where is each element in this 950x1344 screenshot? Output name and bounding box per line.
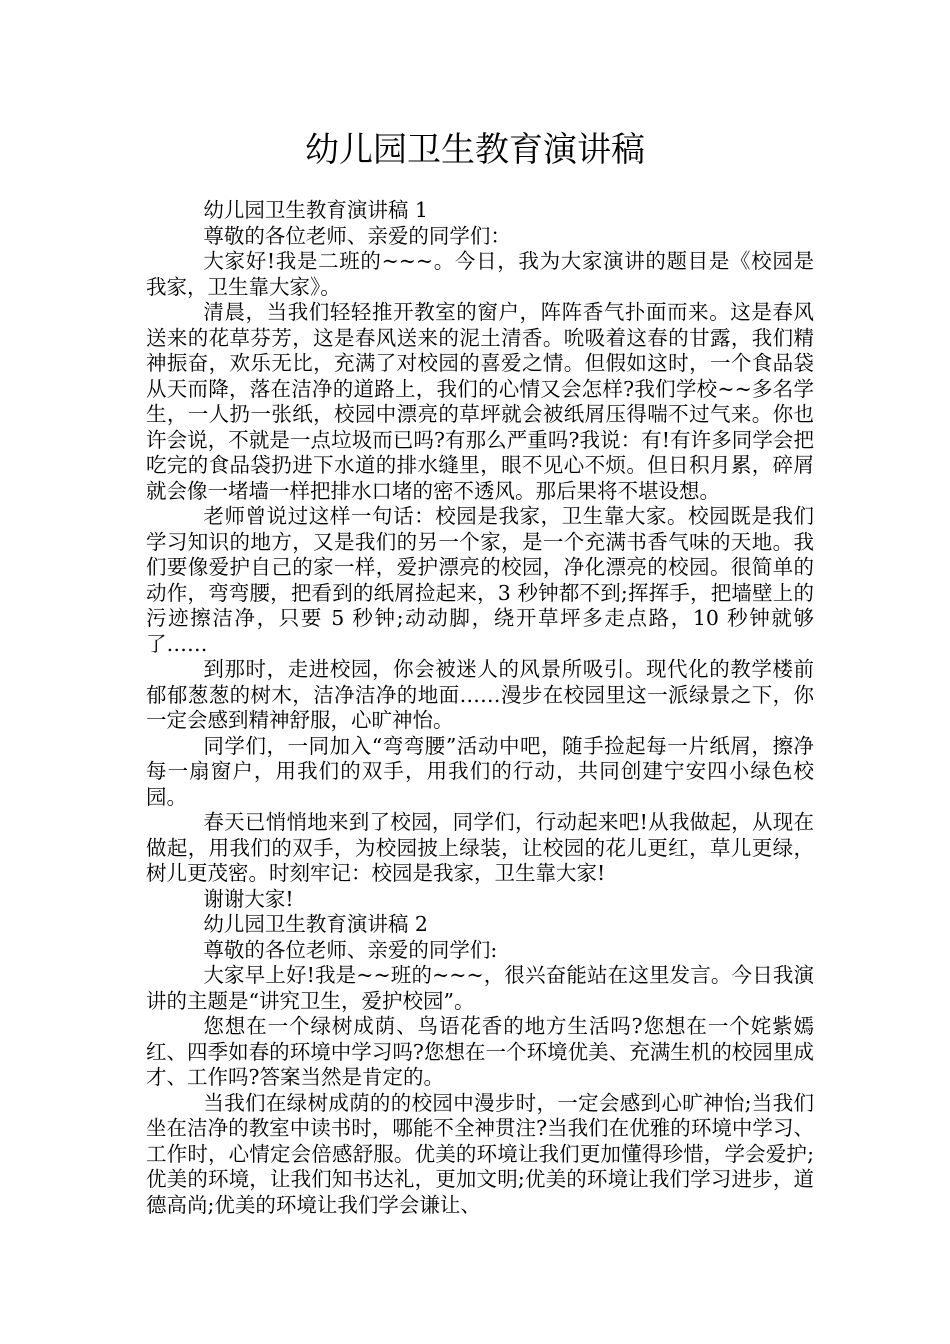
paragraph: 春天已悄悄地来到了校园，同学们，行动起来吧!从我做起，从现在做起，用我们的双手，为校园披上绿装，让校园的花儿更红，草儿更绿，树儿更茂密。时刻牢记：校园是我家，卫生靠大家! bbox=[146, 810, 814, 885]
paragraph: 当我们在绿树成荫的的校园中漫步时，一定会感到心旷神怡;当我们坐在洁净的教室中读书时，哪能不全神贯注?当我们在优雅的环境中学习、工作时，心情定会倍感舒服。优美的环境让我们更加懂得珍惜，学会爱护;优美的环境，让我们知书达礼，更加文明;优美的环境让我们学习进步，道德高尚;优美的环境让我们学会谦让、 bbox=[146, 1090, 814, 1217]
paragraph: 大家好!我是二班的~~~。今日，我为大家演讲的题目是《校园是我家，卫生靠大家》。 bbox=[146, 249, 814, 299]
document-body bbox=[146, 198, 814, 1218]
paragraph: 老师曾说过这样一句话：校园是我家，卫生靠大家。校园既是我们学习知识的地方，又是我们的另一个家，是一个充满书香气味的天地。我们要像爱护自己的家一样，爱护漂亮的校园，净化漂亮的校园。很简单的动作，弯弯腰，把看到的纸屑捡起来，3 秒钟都不到;挥挥手，把墙壁上的污迹擦洁净，只要 5 秒钟;动动脚，绕开草坪多走点路，10 秒钟就够了…… bbox=[146, 504, 814, 656]
paragraph: 谢谢大家! bbox=[203, 886, 294, 911]
paragraph: 您想在一个绿树成荫、鸟语花香的地方生活吗?您想在一个姹紫嫣红、四季如春的环境中学习吗?您想在一个环境优美、充满生机的校园里成才、工作吗?答案当然是肯定的。 bbox=[146, 1014, 814, 1089]
paragraph: 尊敬的各位老师、亲爱的同学们: bbox=[203, 937, 498, 962]
paragraph: 大家早上好!我是~~班的~~~，很兴奋能站在这里发言。今日我演讲的主题是“讲究卫生，爱护校园”。 bbox=[146, 963, 814, 1013]
paragraph: 幼儿园卫生教育演讲稿 2 bbox=[203, 912, 428, 936]
paragraph: 到那时，走进校园，你会被迷人的风景所吸引。现代化的教学楼前郁郁葱葱的树木，洁净洁净的地面……漫步在校园里这一派绿景之下，你一定会感到精神舒服，心旷神怡。 bbox=[146, 657, 814, 732]
document-title: 幼儿园卫生教育演讲稿 bbox=[305, 130, 645, 170]
paragraph: 幼儿园卫生教育演讲稿 1 bbox=[203, 198, 428, 222]
paragraph: 清晨，当我们轻轻推开教室的窗户，阵阵香气扑面而来。这是春风送来的花草芬芳，这是春风送来的泥土清香。吮吸着这春的甘露，我们精神振奋，欢乐无比，充满了对校园的喜爱之情。但假如这时，一个食品袋从天而降，落在洁净的道路上，我们的心情又会怎样?我们学校~~多名学生，一人扔一张纸，校园中漂亮的草坪就会被纸屑压得喘不过气来。你也许会说，不就是一点垃圾而已吗?有那么严重吗?我说：有!有许多同学会把吃完的食品袋扔进下水道的排水缝里，眼不见心不烦。但日积月累，碎屑就会像一堵墙一样把排水口堵的密不透风。那后果将不堪设想。 bbox=[146, 300, 814, 503]
paragraph: 尊敬的各位老师、亲爱的同学们： bbox=[203, 223, 511, 248]
paragraph: 同学们，一同加入“弯弯腰”活动中吧，随手捡起每一片纸屑，擦净每一扇窗户，用我们的双手，用我们的行动，共同创建宁安四小绿色校园。 bbox=[146, 733, 814, 809]
